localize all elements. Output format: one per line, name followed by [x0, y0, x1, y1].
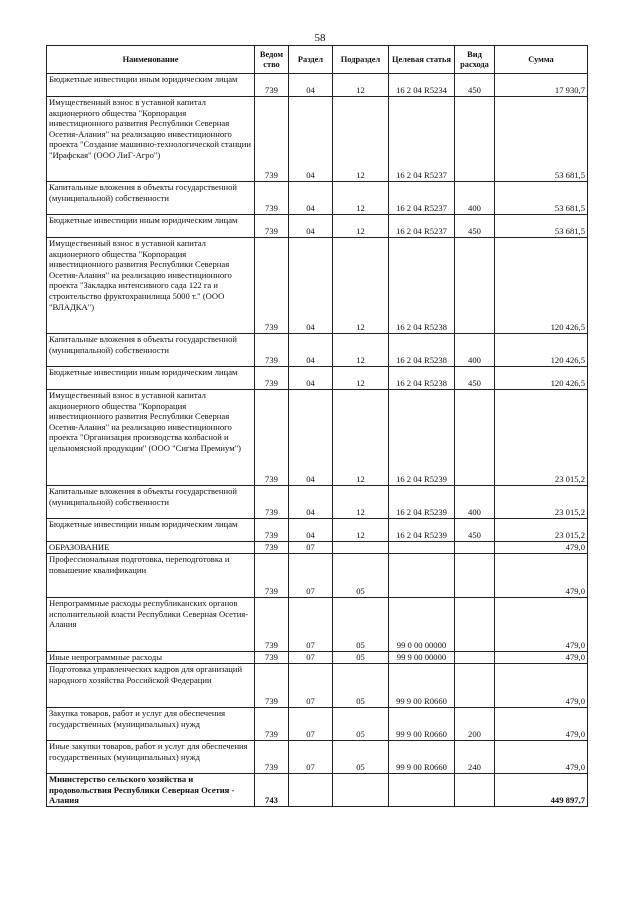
row-name: Капитальные вложения в объекты государственной (муниципальной) собственности [47, 182, 255, 215]
row-name: Имущественный взнос в уставной капитал акционерного общества "Корпорация инвестиционного развития Республики Северная Осетия-Алания" на реализацию инвестиционного проекта "Организация производства колбасной и цельномясной продукции" (ООО "Сигма Премиум") [47, 390, 255, 486]
row-section: 04 [289, 486, 333, 519]
row-subsection: 12 [333, 97, 389, 182]
row-section: 07 [289, 664, 333, 708]
row-amount: 23 015,2 [495, 519, 588, 542]
row-subsection [333, 542, 389, 554]
row-section [289, 774, 333, 807]
row-subsection: 12 [333, 486, 389, 519]
row-amount: 479,0 [495, 664, 588, 708]
row-section: 04 [289, 74, 333, 97]
row-target: 16 2 04 R5238 [389, 238, 455, 334]
row-target: 16 2 04 R5237 [389, 97, 455, 182]
row-section: 04 [289, 367, 333, 390]
row-name: Профессиональная подготовка, переподготовка и повышение квалификации [47, 554, 255, 598]
table-row [47, 519, 588, 542]
row-amount: 53 681,5 [495, 215, 588, 238]
row-name: Капитальные вложения в объекты государственной (муниципальной) собственности [47, 334, 255, 367]
row-name: Бюджетные инвестиции иным юридическим лицам [47, 215, 255, 238]
row-expense-type: 240 [455, 741, 495, 774]
header-section: Раздел [289, 46, 333, 74]
row-name: Иные закупки товаров, работ и услуг для обеспечения государственных (муниципальных) нужд [47, 741, 255, 774]
row-target: 16 2 04 R5237 [389, 215, 455, 238]
row-expense-type [455, 664, 495, 708]
row-dept: 739 [255, 554, 289, 598]
row-target: 99 0 00 00000 [389, 598, 455, 652]
row-name: Имущественный взнос в уставной капитал акционерного общества "Корпорация инвестиционного развития Республики Северная Осетия-Алания" на реализацию инвестиционного проекта "Создание машинно-технологической станции "Ирафская" (ООО ЛиГ-Агро") [47, 97, 255, 182]
row-expense-type: 450 [455, 215, 495, 238]
row-name: Закупка товаров, работ и услуг для обеспечения государственных (муниципальных) нужд [47, 708, 255, 741]
row-amount: 479,0 [495, 598, 588, 652]
row-target: 16 2 04 R5234 [389, 74, 455, 97]
header-subsection: Подраздел [333, 46, 389, 74]
row-amount: 53 681,5 [495, 182, 588, 215]
row-target: 16 2 04 R5238 [389, 334, 455, 367]
row-subsection: 05 [333, 664, 389, 708]
row-target: 16 2 04 R5238 [389, 367, 455, 390]
row-subsection: 05 [333, 741, 389, 774]
row-amount: 23 015,2 [495, 390, 588, 486]
row-target: 99 9 00 R0660 [389, 741, 455, 774]
table-row [47, 238, 588, 334]
row-subsection: 12 [333, 390, 389, 486]
row-expense-type: 450 [455, 519, 495, 542]
row-dept: 739 [255, 367, 289, 390]
row-name: Иные непрограммные расходы [47, 652, 255, 664]
row-subsection: 05 [333, 708, 389, 741]
row-amount: 479,0 [495, 542, 588, 554]
row-expense-type: 400 [455, 182, 495, 215]
row-section: 04 [289, 215, 333, 238]
row-expense-type: 400 [455, 486, 495, 519]
header-amount: Сумма [495, 46, 588, 74]
row-amount: 17 930,7 [495, 74, 588, 97]
table-row [47, 486, 588, 519]
table-row [47, 774, 588, 807]
row-subsection: 12 [333, 74, 389, 97]
row-target [389, 774, 455, 807]
row-section: 04 [289, 334, 333, 367]
table-row [47, 741, 588, 774]
header-name: Наименование [47, 46, 255, 74]
table-row [47, 97, 588, 182]
row-target: 16 2 04 R5237 [389, 182, 455, 215]
row-target: 16 2 04 R5239 [389, 390, 455, 486]
row-name: Бюджетные инвестиции иным юридическим лицам [47, 367, 255, 390]
row-expense-type [455, 554, 495, 598]
row-section: 04 [289, 238, 333, 334]
row-dept: 739 [255, 97, 289, 182]
row-dept: 739 [255, 215, 289, 238]
row-name: Имущественный взнос в уставной капитал акционерного общества "Корпорация инвестиционного развития Республики Северная Осетия-Алания" на реализацию инвестиционного проекта "Закладка интенсивного сада 122 га и строительство фруктохранилища 5000 т." (ООО "ВЛАДКА") [47, 238, 255, 334]
row-expense-type: 200 [455, 708, 495, 741]
row-subsection: 12 [333, 238, 389, 334]
header-expense-type: Вид расхода [455, 46, 495, 74]
row-subsection: 12 [333, 519, 389, 542]
row-dept: 739 [255, 542, 289, 554]
row-expense-type [455, 390, 495, 486]
header-row [47, 46, 588, 74]
row-section: 04 [289, 390, 333, 486]
row-amount: 23 015,2 [495, 486, 588, 519]
row-section: 04 [289, 519, 333, 542]
row-expense-type [455, 238, 495, 334]
budget-table [46, 45, 588, 807]
row-subsection: 05 [333, 554, 389, 598]
row-dept: 739 [255, 238, 289, 334]
row-dept: 739 [255, 486, 289, 519]
row-name: Подготовка управленческих кадров для организаций народного хозяйства Российской Федерации [47, 664, 255, 708]
row-amount: 120 426,5 [495, 367, 588, 390]
row-target: 16 2 04 R5239 [389, 486, 455, 519]
row-name: Министерство сельского хозяйства и продовольствия Республики Северная Осетия - Алания [47, 774, 255, 807]
row-name: ОБРАЗОВАНИЕ [47, 542, 255, 554]
table-row [47, 334, 588, 367]
row-amount: 479,0 [495, 554, 588, 598]
row-expense-type [455, 652, 495, 664]
row-subsection: 12 [333, 367, 389, 390]
row-name: Непрограммные расходы республиканских органов исполнительной власти Республики Северная Осетия-Алания [47, 598, 255, 652]
row-dept: 743 [255, 774, 289, 807]
table-row [47, 542, 588, 554]
row-amount: 449 897,7 [495, 774, 588, 807]
row-name: Капитальные вложения в объекты государственной (муниципальной) собственности [47, 486, 255, 519]
row-expense-type [455, 774, 495, 807]
row-dept: 739 [255, 74, 289, 97]
row-subsection: 12 [333, 334, 389, 367]
row-amount: 53 681,5 [495, 97, 588, 182]
row-name: Бюджетные инвестиции иным юридическим лицам [47, 519, 255, 542]
row-expense-type [455, 97, 495, 182]
table-row [47, 652, 588, 664]
row-subsection: 05 [333, 598, 389, 652]
row-target: 99 9 00 R0660 [389, 664, 455, 708]
row-amount: 479,0 [495, 652, 588, 664]
row-subsection [333, 774, 389, 807]
row-dept: 739 [255, 652, 289, 664]
row-subsection: 05 [333, 652, 389, 664]
table-row [47, 215, 588, 238]
table-row [47, 708, 588, 741]
header-dept: Ведом ство [255, 46, 289, 74]
row-section: 07 [289, 554, 333, 598]
table-row [47, 598, 588, 652]
row-dept: 739 [255, 182, 289, 215]
row-amount: 479,0 [495, 741, 588, 774]
table-row [47, 554, 588, 598]
row-expense-type: 450 [455, 74, 495, 97]
row-section: 04 [289, 182, 333, 215]
row-target [389, 554, 455, 598]
row-name: Бюджетные инвестиции иным юридическим лицам [47, 74, 255, 97]
row-dept: 739 [255, 598, 289, 652]
row-dept: 739 [255, 741, 289, 774]
row-dept: 739 [255, 708, 289, 741]
row-amount: 120 426,5 [495, 334, 588, 367]
row-expense-type [455, 542, 495, 554]
table-row [47, 182, 588, 215]
table-row [47, 74, 588, 97]
row-section: 04 [289, 97, 333, 182]
row-section: 07 [289, 741, 333, 774]
row-subsection: 12 [333, 215, 389, 238]
row-target: 99 9 00 R0660 [389, 708, 455, 741]
row-amount: 120 426,5 [495, 238, 588, 334]
row-expense-type: 450 [455, 367, 495, 390]
row-expense-type: 400 [455, 334, 495, 367]
table-row [47, 367, 588, 390]
row-expense-type [455, 598, 495, 652]
page-number: 58 [314, 32, 326, 44]
row-dept: 739 [255, 519, 289, 542]
row-dept: 739 [255, 334, 289, 367]
row-section: 07 [289, 708, 333, 741]
table-row [47, 664, 588, 708]
row-section: 07 [289, 652, 333, 664]
row-amount: 479,0 [495, 708, 588, 741]
table-row [47, 390, 588, 486]
row-target: 16 2 04 R5239 [389, 519, 455, 542]
row-dept: 739 [255, 664, 289, 708]
row-target: 99 9 00 00000 [389, 652, 455, 664]
row-section: 07 [289, 542, 333, 554]
row-section: 07 [289, 598, 333, 652]
row-target [389, 542, 455, 554]
row-dept: 739 [255, 390, 289, 486]
header-target: Целевая статья [389, 46, 455, 74]
row-subsection: 12 [333, 182, 389, 215]
